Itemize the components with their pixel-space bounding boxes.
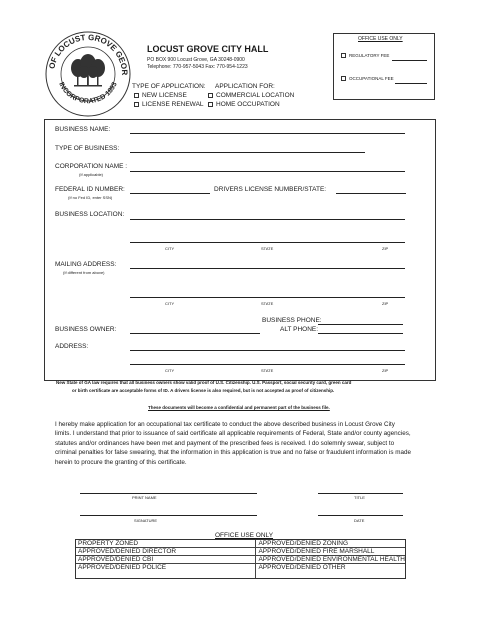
office-use-title-bottom: OFFICE USE ONLY xyxy=(215,532,274,539)
federal-id-line[interactable] xyxy=(130,193,210,194)
occupational-fee-line[interactable] xyxy=(395,83,427,84)
address-line-2[interactable] xyxy=(130,364,405,365)
title-line[interactable] xyxy=(318,493,403,494)
print-name-label: PRINT NAME xyxy=(132,495,157,500)
checkbox[interactable] xyxy=(341,76,346,81)
page-title: LOCUST GROVE CITY HALL xyxy=(147,44,269,54)
checkbox[interactable] xyxy=(208,93,213,98)
city-label-3: CITY xyxy=(165,368,175,373)
business-owner-line[interactable] xyxy=(130,333,260,334)
business-location-line-2[interactable] xyxy=(130,242,405,243)
signature-label: SIGNATURE xyxy=(134,518,158,523)
office-use-box-top xyxy=(333,33,435,100)
city-address: PO BOX 900 Locust Grove, GA 30248-0900 xyxy=(147,57,245,63)
table-cell[interactable]: APPROVED/DENIED OTHER xyxy=(258,564,346,571)
corporation-name-line[interactable] xyxy=(130,171,405,172)
commercial-location-option[interactable]: COMMERCIAL LOCATION xyxy=(208,92,294,99)
declaration-text: I hereby make application for an occupational tax certificate to conduct the above described business in Locust Grove City limits. I understand that prior to issuance of said certificate all applicable requirements of Federal, State and/or county agencies, statutes and/or ordinances have been met and payment of the prescribed fees is received. I do solemnly swear, subject to criminal penalties for false swearing, that the information in this application is true and no false or fraudulent information is made herein to procure the granting of this certificate. xyxy=(55,421,411,466)
city-label-1: CITY xyxy=(165,246,175,251)
signature-line[interactable] xyxy=(80,515,257,516)
seal-top-text: OF LOCUST GROVE GEOR xyxy=(47,32,130,76)
city-seal xyxy=(44,30,132,118)
business-location-line-1[interactable] xyxy=(130,219,405,220)
zip-label-2: ZIP xyxy=(382,301,389,306)
citizenship-notice-line-2: or birth certificate are acceptable forms of ID. A drivers license is also required, but is not accepted as proof of citizenship. xyxy=(72,388,335,393)
state-label-1: STATE xyxy=(261,246,274,251)
application-for-label: APPLICATION FOR: xyxy=(215,83,275,90)
business-phone-line[interactable] xyxy=(318,324,403,325)
table-cell[interactable]: APPROVED/DENIED POLICE xyxy=(78,564,167,571)
mailing-address-line-1[interactable] xyxy=(130,268,405,269)
license-renewal-option[interactable]: LICENSE RENEWAL xyxy=(134,101,204,108)
table-cell[interactable]: APPROVED/DENIED ZONING xyxy=(256,540,405,548)
checkbox[interactable] xyxy=(208,102,213,107)
state-label-2: STATE xyxy=(261,301,274,306)
mailing-address-line-2[interactable] xyxy=(130,297,405,298)
business-phone-label: BUSINESS PHONE: xyxy=(262,317,322,324)
address-line-1[interactable] xyxy=(130,350,405,351)
type-of-application-label: TYPE OF APPLICATION: xyxy=(132,83,206,90)
alt-phone-line[interactable] xyxy=(318,333,403,334)
alt-phone-label: ALT PHONE: xyxy=(280,326,319,333)
address-label: ADDRESS: xyxy=(55,343,89,350)
home-occupation-option[interactable]: HOME OCCUPATION xyxy=(208,101,280,108)
regulatory-fee-field[interactable]: REGULATORY FEE xyxy=(341,53,389,58)
if-different-note: (If different from above) xyxy=(63,270,105,275)
zip-label-1: ZIP xyxy=(382,246,389,251)
seal-graphic xyxy=(44,30,132,118)
zip-label-3: ZIP xyxy=(382,368,389,373)
business-owner-label: BUSINESS OWNER: xyxy=(55,326,117,333)
drivers-license-line[interactable] xyxy=(336,193,406,194)
business-name-label: BUSINESS NAME: xyxy=(55,126,111,133)
print-name-line[interactable] xyxy=(80,493,257,494)
occupational-fee-field[interactable]: OCCUPATIONAL FEE xyxy=(341,76,394,81)
mailing-address-label: MAILING ADDRESS: xyxy=(55,261,117,268)
business-location-label: BUSINESS LOCATION: xyxy=(55,211,125,218)
office-use-table xyxy=(75,539,406,579)
city-label-2: CITY xyxy=(165,301,175,306)
table-cell[interactable]: PROPERTY ZONED xyxy=(76,540,255,548)
no-fed-id-note: (If no Fed ID, enter SSN) xyxy=(68,195,113,200)
type-of-business-line[interactable] xyxy=(130,152,365,153)
title-label: TITLE xyxy=(354,495,365,500)
if-applicable-note: (If applicable) xyxy=(79,172,104,177)
corporation-name-label: CORPORATION NAME : xyxy=(55,163,128,170)
type-of-business-label: TYPE OF BUSINESS: xyxy=(55,145,120,152)
date-label: DATE xyxy=(354,518,365,523)
office-use-left-column xyxy=(76,540,256,578)
table-cell[interactable]: APPROVED/DENIED FIRE MARSHALL xyxy=(256,548,405,556)
new-license-option[interactable]: NEW LICENSE xyxy=(134,92,187,99)
confidential-notice: These documents will become a confidential and permanent part of the business file. xyxy=(148,405,330,410)
table-cell[interactable]: APPROVED/DENIED ENVIRONMENTAL HEALTH xyxy=(258,556,405,563)
federal-id-label: FEDERAL ID NUMBER: xyxy=(55,186,125,193)
business-name-line[interactable] xyxy=(130,133,405,134)
checkbox[interactable] xyxy=(134,93,139,98)
seal-bottom-text: INCORPORATED 1893 xyxy=(57,81,119,106)
date-line[interactable] xyxy=(318,515,403,516)
drivers-license-label: DRIVERS LICENSE NUMBER/STATE: xyxy=(214,186,327,193)
business-info-box xyxy=(44,119,436,381)
checkbox[interactable] xyxy=(341,53,346,58)
table-cell[interactable]: APPROVED/DENIED DIRECTOR xyxy=(76,548,255,556)
office-use-title-top: OFFICE USE ONLY xyxy=(358,36,403,42)
state-label-3: STATE xyxy=(261,368,274,373)
table-cell[interactable]: APPROVED/DENIED CBI xyxy=(76,556,255,564)
checkbox[interactable] xyxy=(134,102,139,107)
citizenship-notice-line-1: New State of GA law requires that all business owners show valid proof of U.S. Citizenship. U.S. Passport, social security card, green card xyxy=(56,380,352,385)
regulatory-fee-line[interactable] xyxy=(392,60,427,61)
office-use-right-column xyxy=(256,540,405,578)
city-phone: Telephone: 770-957-5043 Fax: 770-954-1223 xyxy=(147,64,248,70)
